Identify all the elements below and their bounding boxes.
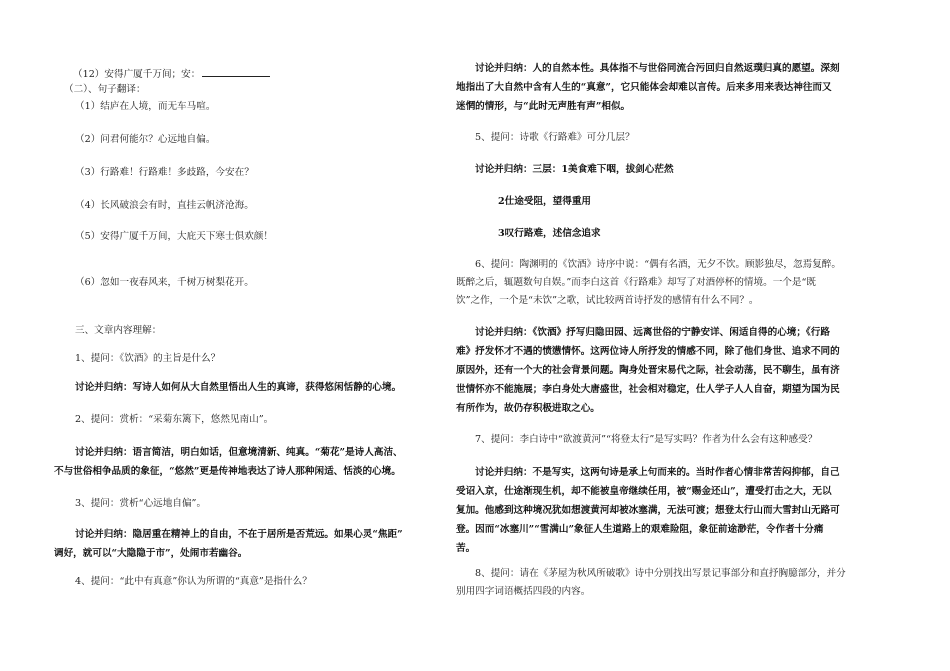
answer-6-line-5: 有所作为，故仍存积极进取之心。 (456, 403, 600, 414)
question-7: 7、提问：李白诗中“欲渡黄河”“将登太行”是写实吗？作者为什么会有这种感受？ (475, 434, 818, 445)
answer-5-line-1: 讨论并归纳：三层：1美食难下咽，拔剑心茫然 (475, 164, 674, 175)
answer-2-line-1: 讨论并归纳：语言简洁，明白如话，但意境清新、纯真。“菊花”是诗人高洁、 (75, 447, 403, 458)
answer-1: 讨论并归纳：写诗人如何从大自然里悟出人生的真谛，获得悠闲恬静的心境。 (75, 382, 402, 393)
question-5: 5、提问：诗歌《行路难》可分几层？ (475, 132, 635, 143)
answer-5-line-3: 3叹行路难，述信念追求 (498, 228, 601, 239)
answer-3-line-1: 讨论并归纳：隐居重在精神上的自由，不在于居所是否荒远。如果心灵“焦距” (75, 529, 403, 540)
sentence-2: （2）问君何能尔？心远地自偏。 (75, 134, 216, 145)
answer-blank[interactable] (202, 67, 270, 77)
question-6-line-1: 6、提问：陶渊明的《饮酒》诗序中说：“偶有名酒，无夕不饮。顾影独尽，忽焉复醉。 (475, 259, 841, 270)
sentence-4: （4）长风破浪会有时，直挂云帆济沧海。 (75, 200, 254, 211)
question-8-line-2: 别用四字词语概括四段的内容。 (456, 586, 591, 597)
answer-4-line-1: 讨论并归纳：人的自然本性。具体指不与世俗同流合污回归自然返璞归真的愿望。深刻 (475, 63, 840, 74)
answer-7-line-2: 受诏入京，仕途渐现生机，却不能被皇帝继续任用，被“赐金还山”，遭受打击之大，无以 (456, 486, 832, 497)
section-3-title: 三、文章内容理解： (75, 325, 162, 336)
answer-3-line-2: 调好，就可以“大隐隐于市”，处闹市若幽谷。 (54, 548, 248, 559)
sentence-1: （1）结庐在人境，而无车马喧。 (75, 101, 216, 112)
answer-7-line-4: 登。因而“冰塞川”“雪满山”象征人生道路上的艰难险阻，象征前途渺茫，令作者十分痛 (456, 524, 824, 535)
sentence-6: （6）忽如一夜春风来，千树万树梨花开。 (75, 277, 254, 288)
answer-5-line-2: 2仕途受阻，望得重用 (498, 196, 592, 207)
answer-2-line-2: 不与世俗相争品质的象征，“悠然”更是传神地表达了诗人那种闲适、恬淡的心境。 (54, 466, 401, 477)
question-12-text: （12）安得广厦千万间；安： (73, 69, 201, 80)
sentence-5: （5）安得广厦千万间，大庇天下寒士俱欢颜！ (75, 231, 273, 242)
answer-7-line-5: 苦。 (456, 543, 476, 554)
question-6-line-2: 既醉之后，辄题数句自娱。”而李白这首《行路难》却写了对酒停杯的情境。一个是“既 (456, 277, 816, 288)
question-12 (73, 67, 270, 81)
answer-6-line-4: 世情怀亦不能施展；李白身处大唐盛世，社会相对稳定，仕人学子人人自奋，期望为国为民 (456, 384, 840, 395)
answer-6-line-2: 难》抒发怀才不遇的愤懑情怀。这两位诗人所抒发的情感不同，除了他们身世、追求不同的 (456, 346, 840, 357)
answer-4-line-2: 地指出了大自然中含有人生的“真意”，它只能体会却难以言传。后来多用来表达神往而又 (456, 82, 832, 93)
answer-7-line-3: 复加。他感到这种境况犹如想渡黄河却被冰塞满，无法可渡；想登太行山而大雪封山无路可 (456, 505, 840, 516)
answer-6-line-1: 讨论并归纳：《饮酒》抒写归隐田园、远离世俗的宁静安详、闲适自得的心境；《行路 (475, 327, 830, 338)
question-8-line-1: 8、提问：请在《茅屋为秋风所破歌》诗中分别找出写景记事部分和直抒胸臆部分，并分 (475, 568, 846, 579)
answer-7-line-1: 讨论并归纳：不是写实，这两句诗是承上句而来的。当时作者心情非常苦闷抑郁，自己 (475, 467, 840, 478)
question-2: 2、提问：赏析：“采菊东篱下，悠然见南山”。 (75, 414, 274, 425)
question-1: 1、提问：《饮酒》的主旨是什么？ (75, 353, 221, 364)
answer-6-line-3: 原因外，还有一个大的社会背景问题。陶身处晋宋易代之际，社会动荡，民不聊生，虽有济 (456, 365, 840, 376)
answer-4-line-3: 迷惘的情形，与“此时无声胜有声”相似。 (456, 101, 631, 112)
sentence-3: （3）行路难！行路难！多歧路，今安在？ (75, 167, 254, 178)
section-2-title: （二）、句子翻译： (64, 84, 146, 95)
question-6-line-3: 饮”之作，一个是“未饮”之歌，试比较两首诗抒发的感情有什么不同？。 (456, 295, 759, 306)
question-3: 3、提问：赏析“心远地自偏”。 (75, 498, 207, 509)
question-4: 4、提问：“此中有真意”你认为所谓的“真意”是指什么？ (75, 576, 312, 587)
